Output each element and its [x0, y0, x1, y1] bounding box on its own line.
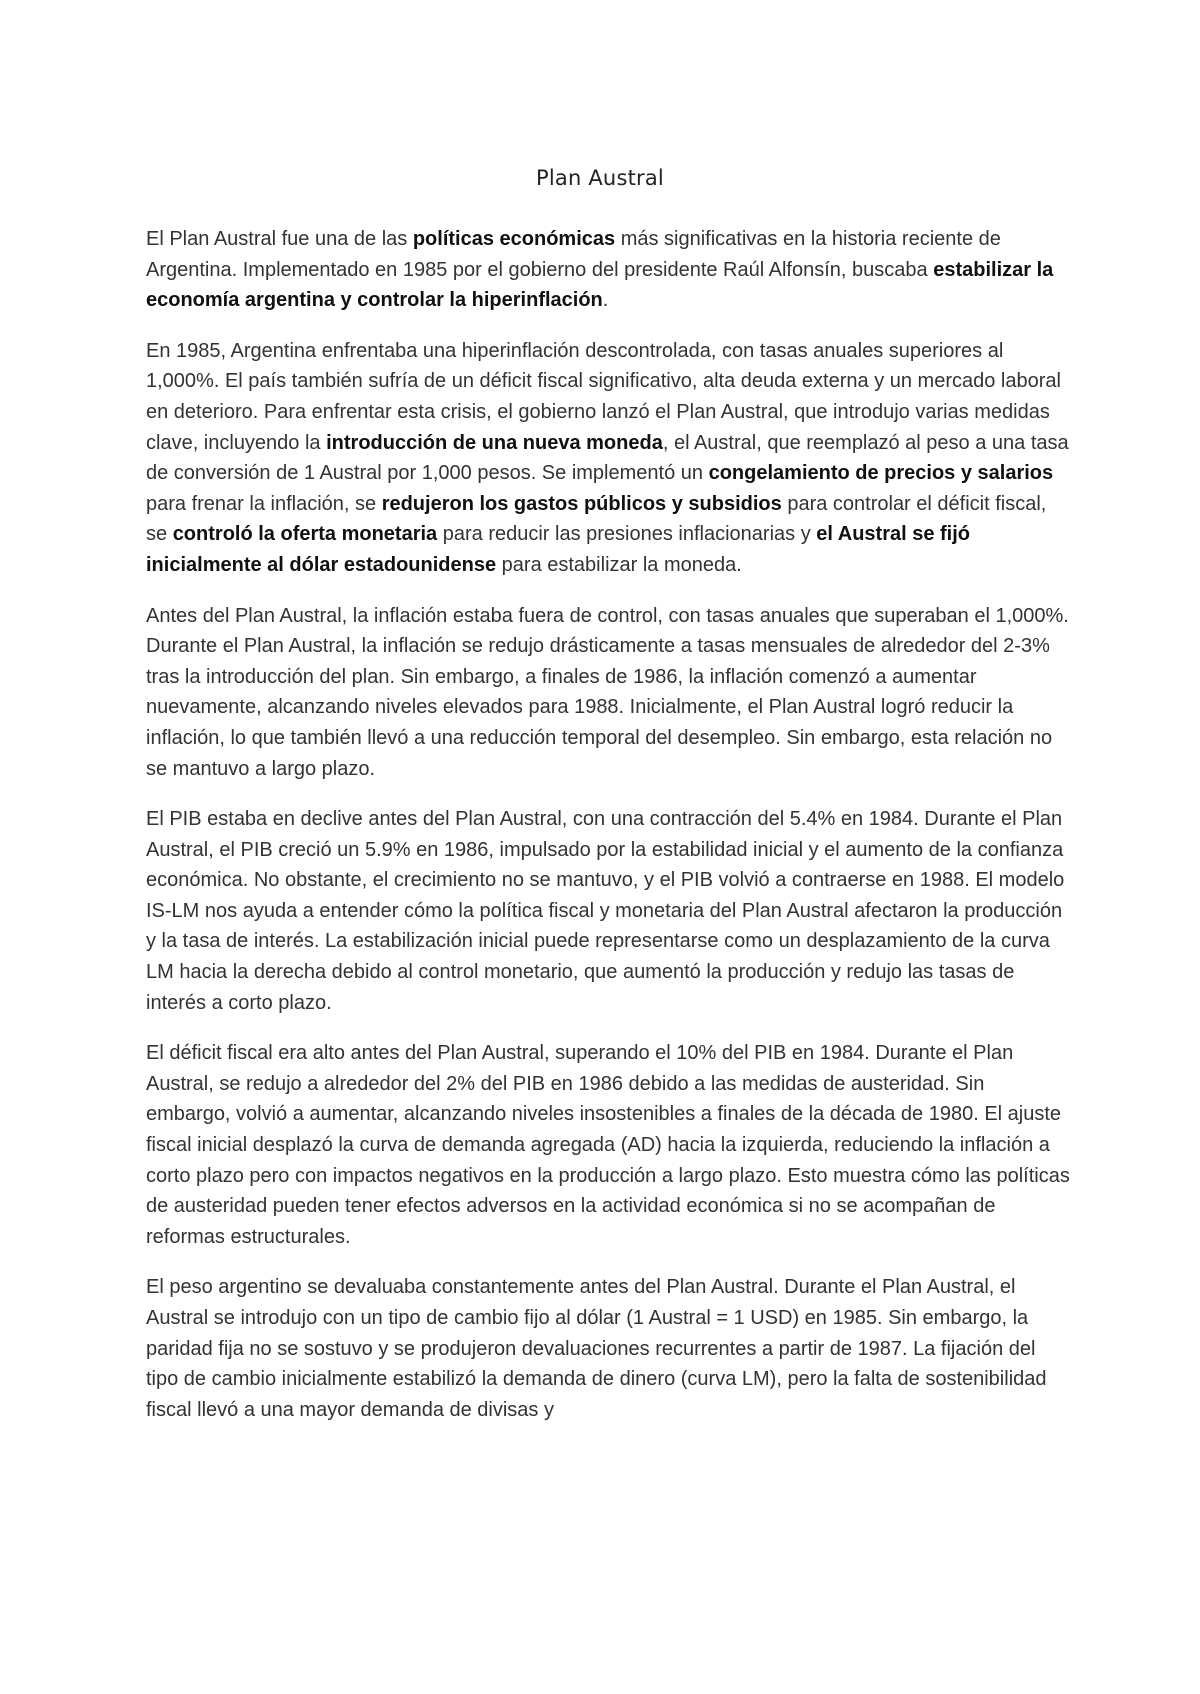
- text-run: , el Austral, que reemplazó al peso a una tasa de conversión de 1 Austral por 1,000 pesos. Se implementó un: [146, 431, 1069, 485]
- paragraph-4: [146, 804, 1070, 1018]
- text-run: Antes del Plan Austral, la inflación estaba fuera de control, con tasas anuales que superaban el 1,000%. Durante el Plan Austral, la inflación se redujo drásticamente a tasas mensuales de alrededor del 2-3% tras la introducción del plan. Sin embargo, a finales de 1986, la inflación comenzó a aumentar nuevamente, alcanzando niveles elevados para 1988. Inicialmente, el Plan Austral logró reducir la inflación, lo que también llevó a una reducción temporal del desempleo. Sin embargo, esta relación no se mantuvo a largo plazo.: [146, 604, 1069, 780]
- paragraph-5: [146, 1038, 1070, 1252]
- paragraph-2: [146, 336, 1070, 581]
- bold-phrase: el Austral se fijó inicialmente al dólar estadounidense: [146, 523, 971, 576]
- text-run: para reducir las presiones inflacionarias y: [437, 523, 817, 546]
- bold-phrase: redujeron los gastos públicos y subsidios: [381, 492, 782, 515]
- document-title: Plan Austral: [536, 166, 664, 190]
- bold-phrase: políticas económicas: [412, 228, 616, 250]
- bold-phrase: controló la oferta monetaria: [172, 523, 438, 546]
- text-run: para estabilizar la moneda.: [496, 553, 742, 576]
- bold-phrase: congelamiento de precios y salarios: [708, 462, 1054, 485]
- paragraph-6: [146, 1272, 1070, 1425]
- document-body: [146, 224, 1070, 1445]
- text-run: más significativas en la historia reciente de Argentina. Implementado en 1985 por el gobierno del presidente Raúl Alfonsín, buscaba: [146, 228, 1001, 281]
- bold-phrase: introducción de una nueva moneda: [326, 431, 663, 454]
- text-run: En 1985, Argentina enfrentaba una hiperinflación descontrolada, con tasas anuales superiores al 1,000%. El país también sufría de un déficit fiscal significativo, alta deuda externa y un mercado laboral en deterioro. Para enfrentar esta crisis, el gobierno lanzó el Plan Austral, que introdujo varias medidas clave, incluyendo la: [146, 339, 1061, 454]
- paragraph-1: [146, 224, 1070, 316]
- paragraph-3: [146, 601, 1070, 785]
- text-run: para frenar la inflación, se: [146, 492, 382, 515]
- text-run: El peso argentino se devaluaba constantemente antes del Plan Austral. Durante el Plan Austral, el Austral se introdujo con un tipo de cambio fijo al dólar (1 Austral = 1 USD) en 1985. Sin embargo, la paridad fija no se sostuvo y se produjeron devaluaciones recurrentes a partir de 1987. La fijación del tipo de cambio inicialmente estabilizó la demanda de dinero (curva LM), pero la falta de sostenibilidad fiscal llevó a una mayor demanda de divisas y: [146, 1276, 1047, 1421]
- text-run: para controlar el déficit fiscal, se: [146, 492, 1047, 546]
- text-run: El PIB estaba en declive antes del Plan Austral, con una contracción del 5.4% en 1984. Durante el Plan Austral, el PIB creció un 5.9% en 1986, impulsado por la estabilidad inicial y el aumento de la confianza económica. No obstante, el crecimiento no se mantuvo, y el PIB volvió a contraerse en 1988. El modelo IS-LM nos ayuda a entender cómo la política fiscal y monetaria del Plan Austral afectaron la producción y la tasa de interés. La estabilización inicial puede representarse como un desplazamiento de la curva LM hacia la derecha debido al control monetario, que aumentó la producción y redujo las tasas de interés a corto plazo.: [146, 808, 1065, 1014]
- text-run: .: [602, 289, 609, 312]
- text-run: El déficit fiscal era alto antes del Plan Austral, superando el 10% del PIB en 1984. Durante el Plan Austral, se redujo a alrededor del 2% del PIB en 1986 debido a las medidas de austeridad. Sin embargo, volvió a aumentar, alcanzando niveles insostenibles a finales de la década de 1980. El ajuste fiscal inicial desplazó la curva de demanda agregada (AD) hacia la izquierda, reduciendo la inflación a corto plazo pero con impactos negativos en la producción a largo plazo. Esto muestra cómo las políticas de austeridad pueden tener efectos adversos en la actividad económica si no se acompañan de reformas estructurales.: [146, 1042, 1070, 1248]
- bold-phrase: estabilizar la economía argentina y controlar la hiperinflación: [146, 258, 1054, 312]
- text-run: El Plan Austral fue una de las: [146, 228, 413, 250]
